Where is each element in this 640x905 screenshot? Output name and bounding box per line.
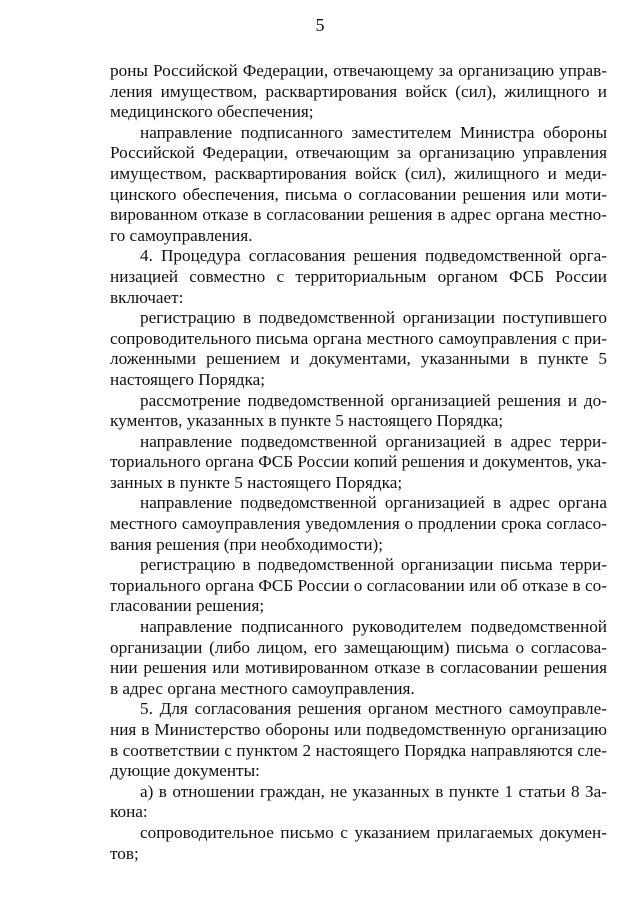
paragraph: направление подписанного руководителем подведомственной организации (либо лицом, его замещающим) письма о согласовании решения или мотивированном отказе в согласовании решения в адрес органа местного самоуправления. <box>110 617 607 698</box>
page-number: 5 <box>315 15 325 35</box>
paragraph: а) в отношении граждан, не указанных в пункте 1 статьи 8 Закона: <box>110 781 607 822</box>
paragraph: 4. Процедура согласования решения подведомственной организацией совместно с территориальным органом ФСБ России включает: <box>110 246 607 307</box>
paragraph: роны Российской Федерации, отвечающему за организацию управления имуществом, расквартирования войск (сил), жилищного и медицинского обеспечения; <box>110 61 607 122</box>
paragraph: направление подведомственной организацией в адрес органа местного самоуправления уведомления о продлении срока согласования решения (при необходимости); <box>110 493 607 554</box>
paragraph: регистрацию в подведомственной организации письма территориального органа ФСБ России о согласовании или об отказе в согласовании решения; <box>110 555 607 616</box>
paragraph: направление подписанного заместителем Министра обороны Российской Федерации, отвечающим за организацию управления имуществом, расквартирования войск (сил), жилищного и медицинского обеспечения, письма о согласовании решения или мотивированном отказе в согласовании решения в адрес органа местного самоуправления. <box>110 122 607 245</box>
paragraph: 5. Для согласования решения органом местного самоуправления в Министерство обороны или подведомственную организацию в соответствии с пунктом 2 настоящего Порядка направляются следующие документы: <box>110 699 607 781</box>
paragraph: направление подведомственной организацией в адрес территориального органа ФСБ России копий решения и документов, указанных в пункте 5 настоящего Порядка; <box>110 431 607 492</box>
document-body <box>110 61 607 864</box>
paragraph: сопроводительное письмо с указанием прилагаемых документов; <box>110 822 607 863</box>
paragraph: регистрацию в подведомственной организации поступившего сопроводительного письма органа местного самоуправления с приложенными решением и документами, указанными в пункте 5 настоящего Порядка; <box>110 308 607 389</box>
paragraph: рассмотрение подведомственной организацией решения и документов, указанных в пункте 5 настоящего Порядка; <box>110 390 607 431</box>
